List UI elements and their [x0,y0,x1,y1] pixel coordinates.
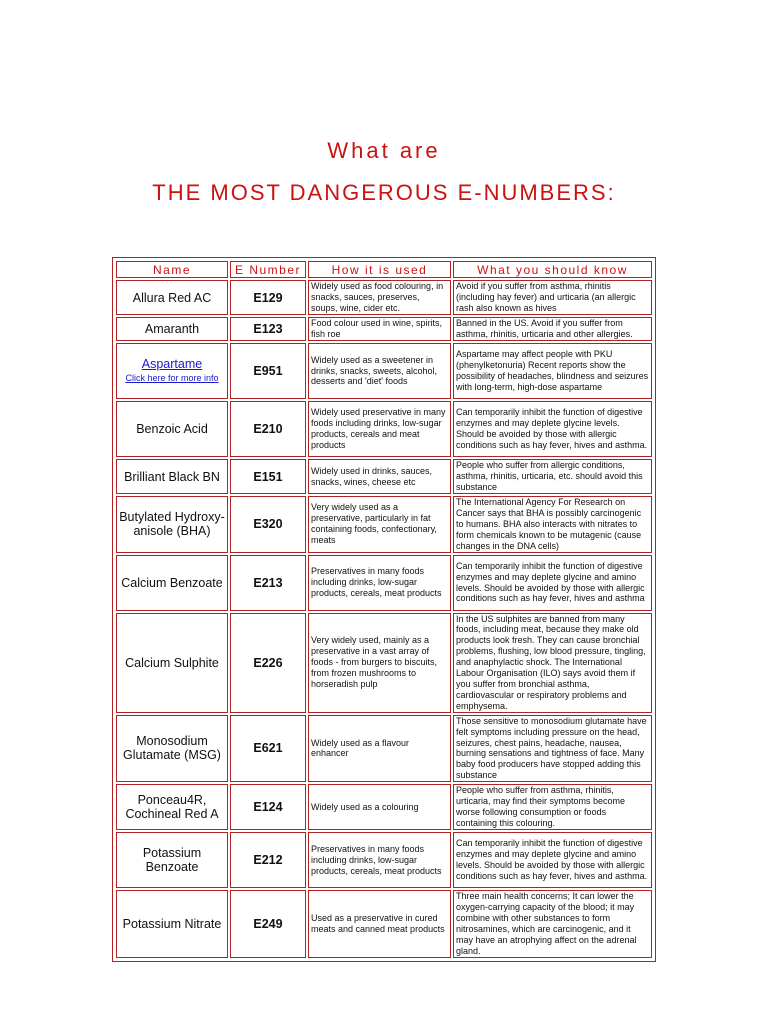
table-row [116,784,652,830]
header-how-used: How it is used [308,261,451,278]
row-enumber: E210 [230,401,306,457]
row-what-to-know: Banned in the US. Avoid if you suffer from asthma, rhinitis, urticaria and other allergies. [453,317,652,341]
row-enumber: E249 [230,890,306,957]
row-what-to-know: In the US sulphites are banned from many foods, including meat, because they make old products look fresh. They can cause bronchial problems, flushing, low blood pressure, tingling, and anaphylactic shock. The International Labour Organisation (ILO) says avoid them if you suffer from bronchial asthma, cardiovascular or respiratory problems and emphysema. [453,613,652,713]
table-header-row [116,261,652,278]
header-name: Name [116,261,228,278]
header-enumber: E Number [230,261,306,278]
table-row [116,401,652,457]
page-title-line2: THE MOST DANGEROUS E-NUMBERS: [152,180,616,205]
row-how-used: Used as a preservative in cured meats and canned meat products [308,890,451,957]
row-enumber: E124 [230,784,306,830]
e-numbers-table-container [112,257,656,962]
header-what-to-know: What you should know [453,261,652,278]
aspartame-link[interactable]: Aspartame [141,357,203,371]
row-what-to-know: Aspartame may affect people with PKU (phenylketonuria) Recent reports show the possibility of headaches, blindness and seizures with long-term, high-dose aspartame [453,343,652,399]
row-how-used: Very widely used, mainly as a preservative in a vast array of foods - from burgers to biscuits, from frozen mushrooms to horseradish pulp [308,613,451,713]
table-row [116,317,652,341]
table-row [116,280,652,315]
table-row [116,459,652,494]
table-row [116,715,652,782]
row-enumber: E226 [230,613,306,713]
table-row [116,832,652,888]
row-how-used: Preservatives in many foods including drinks, low-sugar products, cereals, meat products [308,832,451,888]
row-how-used: Widely used as food colouring, in snacks, sauces, preserves, soups, wine, cider etc. [308,280,451,315]
row-name: Brilliant Black BN [116,459,228,494]
row-enumber: E151 [230,459,306,494]
row-name: Benzoic Acid [116,401,228,457]
row-name-aspartame [116,343,228,399]
row-how-used: Food colour used in wine, spirits, fish roe [308,317,451,341]
row-how-used: Widely used preservative in many foods including drinks, low-sugar products, cereals and meat products [308,401,451,457]
table-row [116,555,652,611]
row-how-used: Very widely used as a preservative, particularly in fat containing foods, confectionary, meats [308,496,451,553]
row-what-to-know: Can temporarily inhibit the function of digestive enzymes and may deplete glycine levels. Should be avoided by those with allergic conditions such as hay fever, hives and asthma. [453,401,652,457]
row-what-to-know: People who suffer from allergic conditions, asthma, rhinitis, urticaria, etc. should avoid this substance [453,459,652,494]
row-name: Calcium Sulphite [116,613,228,713]
row-how-used: Widely used in drinks, sauces, snacks, wines, cheese etc [308,459,451,494]
table-row [116,343,652,399]
row-what-to-know: Those sensitive to monosodium glutamate have felt symptoms including pressure on the head, seizures, chest pains, headache, nausea, burning sensations and tightness of face. Many baby food producers have stopped adding this substance [453,715,652,782]
row-name: Ponceau4R, Cochineal Red A [116,784,228,830]
row-name: Potassium Nitrate [116,890,228,957]
row-enumber: E213 [230,555,306,611]
row-how-used: Widely used as a flavour enhancer [308,715,451,782]
row-what-to-know: People who suffer from asthma, rhinitis, urticaria, may find their symptoms become worse following consumption or foods containing this colouring. [453,784,652,830]
row-enumber: E212 [230,832,306,888]
more-info-link[interactable]: Click here for more info [125,373,219,383]
row-name: Potassium Benzoate [116,832,228,888]
row-enumber: E123 [230,317,306,341]
row-enumber: E320 [230,496,306,553]
table-row [116,613,652,713]
row-how-used: Preservatives in many foods including drinks, low-sugar products, cereals, meat products [308,555,451,611]
row-what-to-know: The International Agency For Research on Cancer says that BHA is possibly carcinogenic to humans. BHA also interacts with nitrates to form chemicals known to be mutagenic (cause changes in the DNA cells) [453,496,652,553]
row-enumber: E621 [230,715,306,782]
row-name: Butylated Hydroxy-anisole (BHA) [116,496,228,553]
row-name: Monosodium Glutamate (MSG) [116,715,228,782]
row-how-used: Widely used as a colouring [308,784,451,830]
table-row [116,890,652,957]
row-what-to-know: Can temporarily inhibit the function of digestive enzymes and may deplete glycine and amino levels. Should be avoided by those with allergic conditions such as hay fever, hives and asthma [453,555,652,611]
page-title-line1: What are [327,138,441,163]
row-what-to-know: Avoid if you suffer from asthma, rhinitis (including hay fever) and urticaria (an allergic rash also known as hives [453,280,652,315]
row-enumber: E951 [230,343,306,399]
table-row [116,496,652,553]
row-how-used: Widely used as a sweetener in drinks, snacks, sweets, alcohol, desserts and 'diet' foods [308,343,451,399]
row-name: Amaranth [116,317,228,341]
row-name: Allura Red AC [116,280,228,315]
row-name: Calcium Benzoate [116,555,228,611]
row-what-to-know: Can temporarily inhibit the function of digestive enzymes and may deplete glycine and amino levels. Should be avoided by those with allergic conditions such as hay fever, hives and asthma. [453,832,652,888]
row-what-to-know: Three main health concerns; It can lower the oxygen-carrying capacity of the blood; it may combine with other substances to form nitrosamines, which are carcinogenic, and it may have an atrophying affect on the adrenal gland. [453,890,652,957]
e-numbers-table [114,259,654,960]
row-enumber: E129 [230,280,306,315]
